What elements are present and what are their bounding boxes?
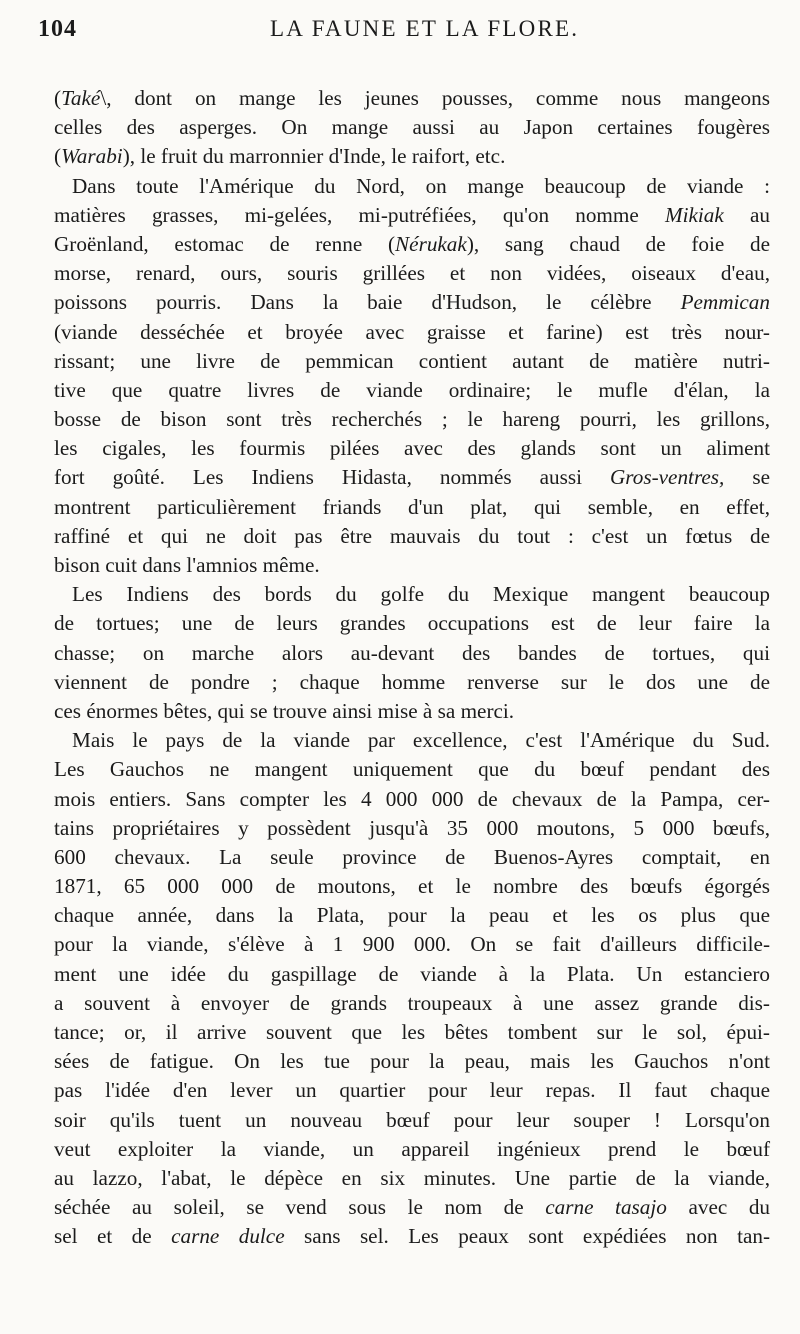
text-line <box>54 1135 770 1164</box>
italic-term: carne tasajo <box>545 1195 667 1220</box>
text-segment: morse, renard, ours, souris grillées et non vidées, oiseaux d'eau, <box>54 261 770 286</box>
text-segment: sans sel. Les peaux sont expédiées non tan- <box>284 1224 771 1249</box>
text-line <box>54 901 770 930</box>
text-segment: 1871, 65 000 000 de moutons, et le nombre des bœufs égorgés <box>54 874 770 899</box>
running-title: LA FAUNE ET LA FLORE. <box>270 16 580 41</box>
text-segment: celles des asperges. On mange aussi au Japon certaines fougères <box>54 115 770 140</box>
text-segment: \, dont on mange les jeunes pousses, comme nous mangeons <box>100 86 770 110</box>
text-segment: de tortues; une de leurs grandes occupations est de leur faire la <box>54 611 770 636</box>
text-line <box>54 288 770 317</box>
text-segment: soir qu'ils tuent un nouveau bœuf pour leur souper ! Lorsqu'on <box>54 1107 770 1132</box>
text-segment: au <box>723 202 770 227</box>
text-line <box>54 843 770 872</box>
text-segment: tance; or, il arrive souvent que les bêtes tombent sur le sol, épui- <box>54 1020 770 1044</box>
text-segment: tains propriétaires y possèdent jusqu'à 35 000 moutons, 5 000 bœufs, <box>54 815 770 840</box>
text-segment: a souvent à envoyer de grands troupeaux à une assez grande dis- <box>54 990 770 1015</box>
italic-term: Mikiak <box>664 202 724 227</box>
text-line <box>54 201 770 230</box>
text-segment: veut exploiter la viande, un appareil ingénieux prend le bœuf <box>54 1136 770 1161</box>
text-segment: Les Gauchos ne mangent uniquement que du bœuf pendant des <box>54 757 770 782</box>
text-segment: avec du <box>666 1195 771 1220</box>
italic-term: Warabi <box>61 144 123 169</box>
text-line <box>54 172 770 201</box>
text-segment: rissant; une livre de pemmican contient autant de matière nutri- <box>54 348 770 373</box>
text-line <box>54 434 770 463</box>
text-segment: ment une idée du gaspillage de viande à la Plata. Un estanciero <box>54 961 770 986</box>
text-line <box>54 872 770 901</box>
text-segment: matières grasses, mi-gelées, mi-putréfiées, qu'on nomme <box>54 202 665 227</box>
text-line <box>54 551 770 580</box>
text-line <box>54 405 770 434</box>
text-segment: bison cuit dans l'amnios même. <box>54 553 320 577</box>
text-line <box>54 84 770 113</box>
text-segment: 600 chevaux. La seule province de Buenos-Ayres comptait, en <box>54 844 770 869</box>
text-segment: Mais le pays de la viande par excellence, c'est l'Amérique du Sud. <box>72 728 770 753</box>
text-line <box>54 376 770 405</box>
text-line <box>54 726 770 755</box>
italic-term: Nérukak <box>395 231 467 256</box>
text-line <box>54 1164 770 1193</box>
text-line <box>54 1047 770 1076</box>
text-segment: Dans toute l'Amérique du Nord, on mange beaucoup de viande : <box>72 173 770 198</box>
text-line <box>54 1076 770 1105</box>
text-segment: ), le fruit du marronnier d'Inde, le raifort, etc. <box>122 144 506 169</box>
text-line <box>54 1018 770 1047</box>
text-line <box>54 930 770 959</box>
text-line <box>54 230 770 259</box>
text-line <box>54 347 770 376</box>
body-text <box>54 84 770 1252</box>
text-line <box>54 609 770 638</box>
text-segment: mois entiers. Sans compter les 4 000 000 de chevaux de la Pampa, cer- <box>54 786 770 811</box>
text-segment: ( <box>54 144 62 169</box>
text-segment: ), sang chaud de foie de <box>466 231 770 256</box>
text-segment: chasse; on marche alors au-devant des bandes de tortues, qui <box>54 640 770 665</box>
text-segment: pas l'idée d'en lever un quartier pour leur repas. Il faut chaque <box>54 1078 770 1103</box>
page-number: 104 <box>38 16 77 42</box>
italic-term: Gros-ventres, <box>610 465 725 490</box>
text-line <box>54 318 770 347</box>
text-segment: montrent particulièrement friands d'un plat, qui semble, en effet, <box>54 494 770 519</box>
text-line <box>54 1106 770 1135</box>
text-segment: pour la viande, s'élève à 1 900 000. On se fait d'ailleurs difficile- <box>54 932 770 957</box>
text-line <box>54 989 770 1018</box>
text-line <box>54 697 770 726</box>
text-line <box>54 493 770 522</box>
text-line <box>54 113 770 142</box>
text-segment: sel et de <box>54 1224 172 1249</box>
italic-term: Pemmican <box>680 290 770 315</box>
text-segment: (viande desséchée et broyée avec graisse et farine) est très nour- <box>54 319 770 344</box>
text-line <box>54 259 770 288</box>
text-line <box>54 522 770 551</box>
text-segment: Les Indiens des bords du golfe du Mexique mangent beaucoup <box>72 582 770 607</box>
text-line <box>54 1193 770 1222</box>
text-segment: fort goûté. Les Indiens Hidasta, nommés aussi <box>54 465 610 490</box>
text-line <box>54 580 770 609</box>
text-segment: ces énormes bêtes, qui se trouve ainsi mise à sa merci. <box>54 698 515 723</box>
text-line <box>54 960 770 989</box>
text-segment: tive que quatre livres de viande ordinaire; le mufle d'élan, la <box>54 377 770 402</box>
text-line <box>54 668 770 697</box>
text-line <box>54 755 770 784</box>
text-line <box>54 785 770 814</box>
text-segment: sées de fatigue. On les tue pour la peau, mais les Gauchos n'ont <box>54 1049 770 1074</box>
page-header <box>38 12 768 52</box>
text-line <box>54 814 770 843</box>
italic-term: Také <box>61 86 101 110</box>
text-segment: raffiné et qui ne doit pas être mauvais du tout : c'est un fœtus de <box>54 523 770 548</box>
text-segment: ( <box>54 86 62 110</box>
text-segment: séchée au soleil, se vend sous le nom de <box>54 1195 546 1220</box>
text-segment: Groënland, estomac de renne ( <box>54 231 396 256</box>
text-line <box>54 1222 770 1251</box>
text-segment: se <box>724 465 770 490</box>
text-segment: viennent de pondre ; chaque homme renverse sur le dos une de <box>54 669 770 694</box>
text-segment: chaque année, dans la Plata, pour la peau et les os plus que <box>54 903 770 928</box>
italic-term: carne dulce <box>171 1224 285 1249</box>
text-segment: les cigales, les fourmis pilées avec des glands sont un aliment <box>54 436 770 461</box>
text-segment: au lazzo, l'abat, le dépèce en six minutes. Une partie de la viande, <box>54 1165 770 1190</box>
text-line <box>54 639 770 668</box>
text-line <box>54 463 770 492</box>
text-segment: poissons pourris. Dans la baie d'Hudson, le célèbre <box>54 290 681 315</box>
text-line <box>54 142 770 171</box>
text-segment: bosse de bison sont très recherchés ; le hareng pourri, les grillons, <box>54 407 770 432</box>
